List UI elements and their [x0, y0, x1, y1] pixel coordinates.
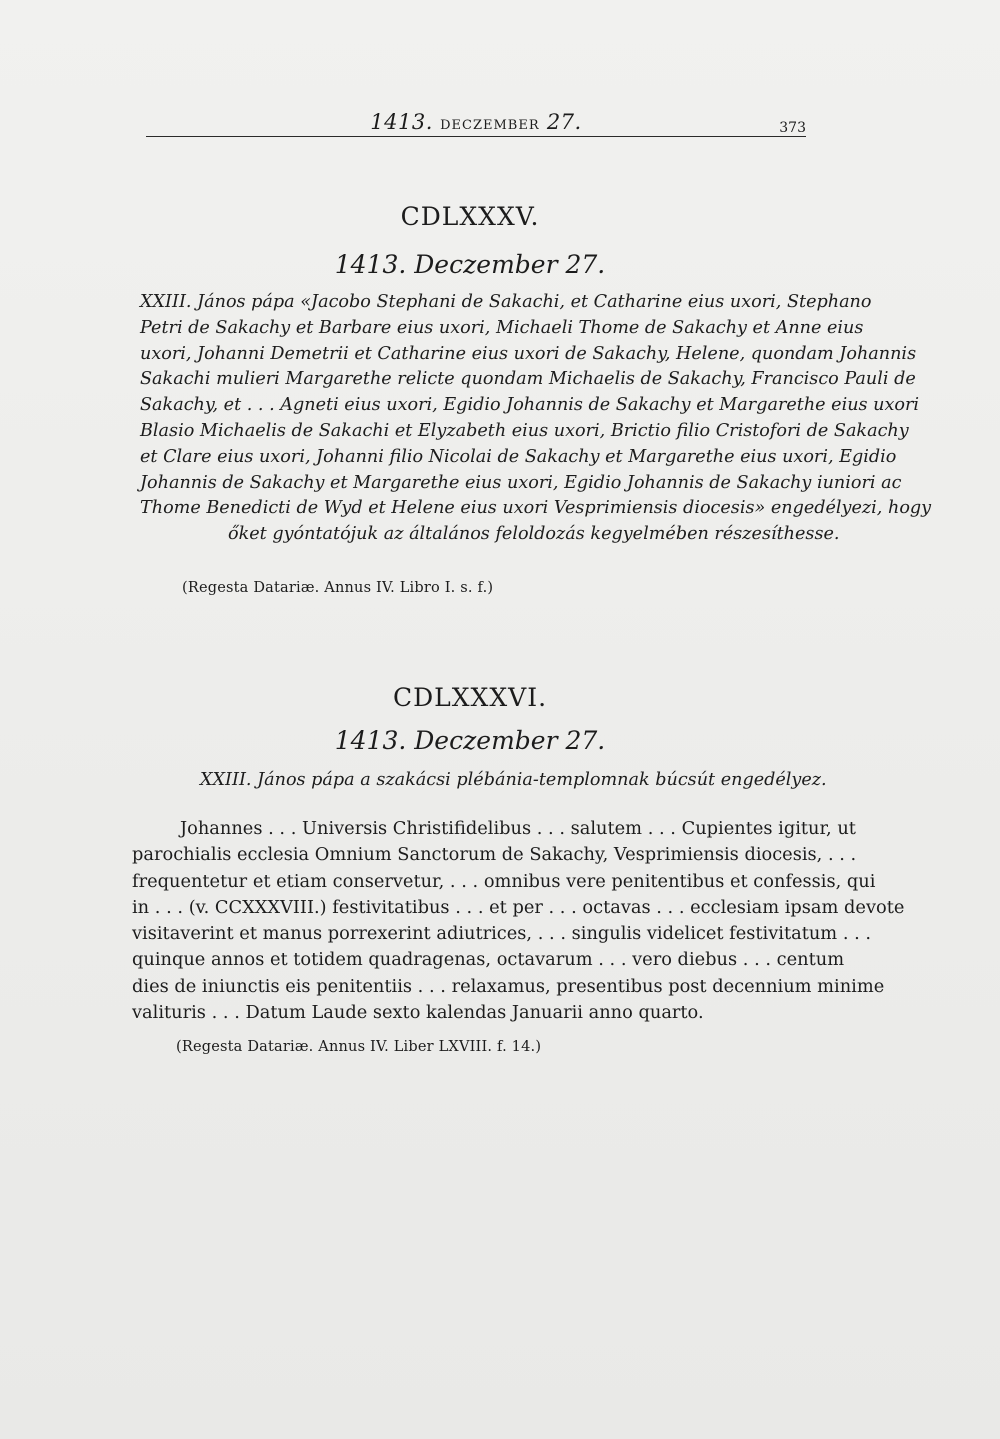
regesta-line: XXIII. János pápa a szakácsi plébánia-templomnak búcsút engedélyez. — [200, 770, 827, 790]
regesta-line: Blasio Michaelis de Sakachi et Elyzabeth eius uxori, Brictio filio Cristofori de Sakachy — [140, 420, 909, 441]
header-day: 27. — [546, 110, 582, 134]
doc1-number: CDLXXXV. — [400, 202, 540, 231]
body-line: parochialis ecclesia Omnium Sanctorum de Sakachy, Vesprimiensis diocesis, . . . — [132, 844, 857, 866]
regesta-line: Sakachi mulieri Margarethe relicte quondam Michaelis de Sakachy, Francisco Pauli de — [140, 369, 916, 390]
regesta-line: et Clare eius uxori, Johanni filio Nicolai de Sakachy et Margarethe eius uxori, Egidio — [140, 446, 897, 467]
header-rule — [146, 136, 806, 138]
header-year: 1413. — [370, 110, 433, 134]
regesta-line: őket gyóntatójuk az általános feloldozás kegyelmében részesíthesse. — [228, 524, 840, 545]
regesta-line: Thome Benedicti de Wyd et Helene eius uxori Vesprimiensis diocesis» engedélyezi, hogy — [140, 498, 932, 519]
regesta-line: uxori, Johanni Demetrii et Catharine eius uxori de Sakachy, Helene, quondam Johannis — [140, 343, 917, 364]
doc2-date: 1413. Deczember 27. — [334, 726, 606, 755]
doc1-regesta — [140, 290, 932, 548]
header-month: DECZEMBER — [440, 118, 540, 133]
bleed-through — [380, 650, 389, 683]
page-number: 373 — [779, 120, 806, 136]
doc1-source: (Regesta Datariæ. Annus IV. Libro I. s. f.) — [182, 580, 494, 596]
body-line: visitaverint et manus porrexerint adiutrices, . . . singulis videlicet festivitatum . . . — [132, 923, 872, 945]
regesta-line: Sakachy, et . . . Agneti eius uxori, Egidio Johannis de Sakachy et Margarethe eius uxori — [140, 395, 920, 416]
body-line: Johannes . . . Universis Christifidelibus . . . salutem . . . Cupientes igitur, ut — [180, 818, 856, 839]
running-header — [146, 104, 806, 144]
body-line: in . . . (v. CCXXXVIII.) festivitatibus . . . et per . . . octavas . . . ecclesiam ipsam devote — [132, 896, 905, 918]
regesta-line: Petri de Sakachy et Barbare eius uxori, Michaeli Thome de Sakachy et Anne eius — [140, 317, 864, 338]
doc2-source: (Regesta Datariæ. Annus IV. Liber LXVIII. f. 14.) — [176, 1039, 542, 1055]
body-line: frequentetur et etiam conservetur, . . . omnibus vere penitentibus et confessis, qui — [132, 870, 876, 892]
doc2-regesta — [200, 768, 827, 794]
header-title — [146, 110, 806, 134]
doc2-number: CDLXXXVI. — [392, 683, 548, 712]
regesta-line: XXIII. János pápa «Jacobo Stephani de Sakachi, et Catharine eius uxori, Stephano — [140, 292, 872, 312]
regesta-line: Johannis de Sakachy et Margarethe eius uxori, Egidio Johannis de Sakachy iuniori ac — [140, 472, 902, 493]
body-line: valituris . . . Datum Laude sexto kalendas Januarii anno quarto. — [132, 1002, 704, 1024]
body-line: dies de iniunctis eis penitentiis . . . relaxamus, presentibus post decennium minime — [132, 975, 885, 997]
doc1-date: 1413. Deczember 27. — [334, 250, 606, 279]
doc2-body — [132, 816, 905, 1026]
body-line: quinque annos et totidem quadragenas, octavarum . . . vero diebus . . . centum — [132, 949, 845, 971]
